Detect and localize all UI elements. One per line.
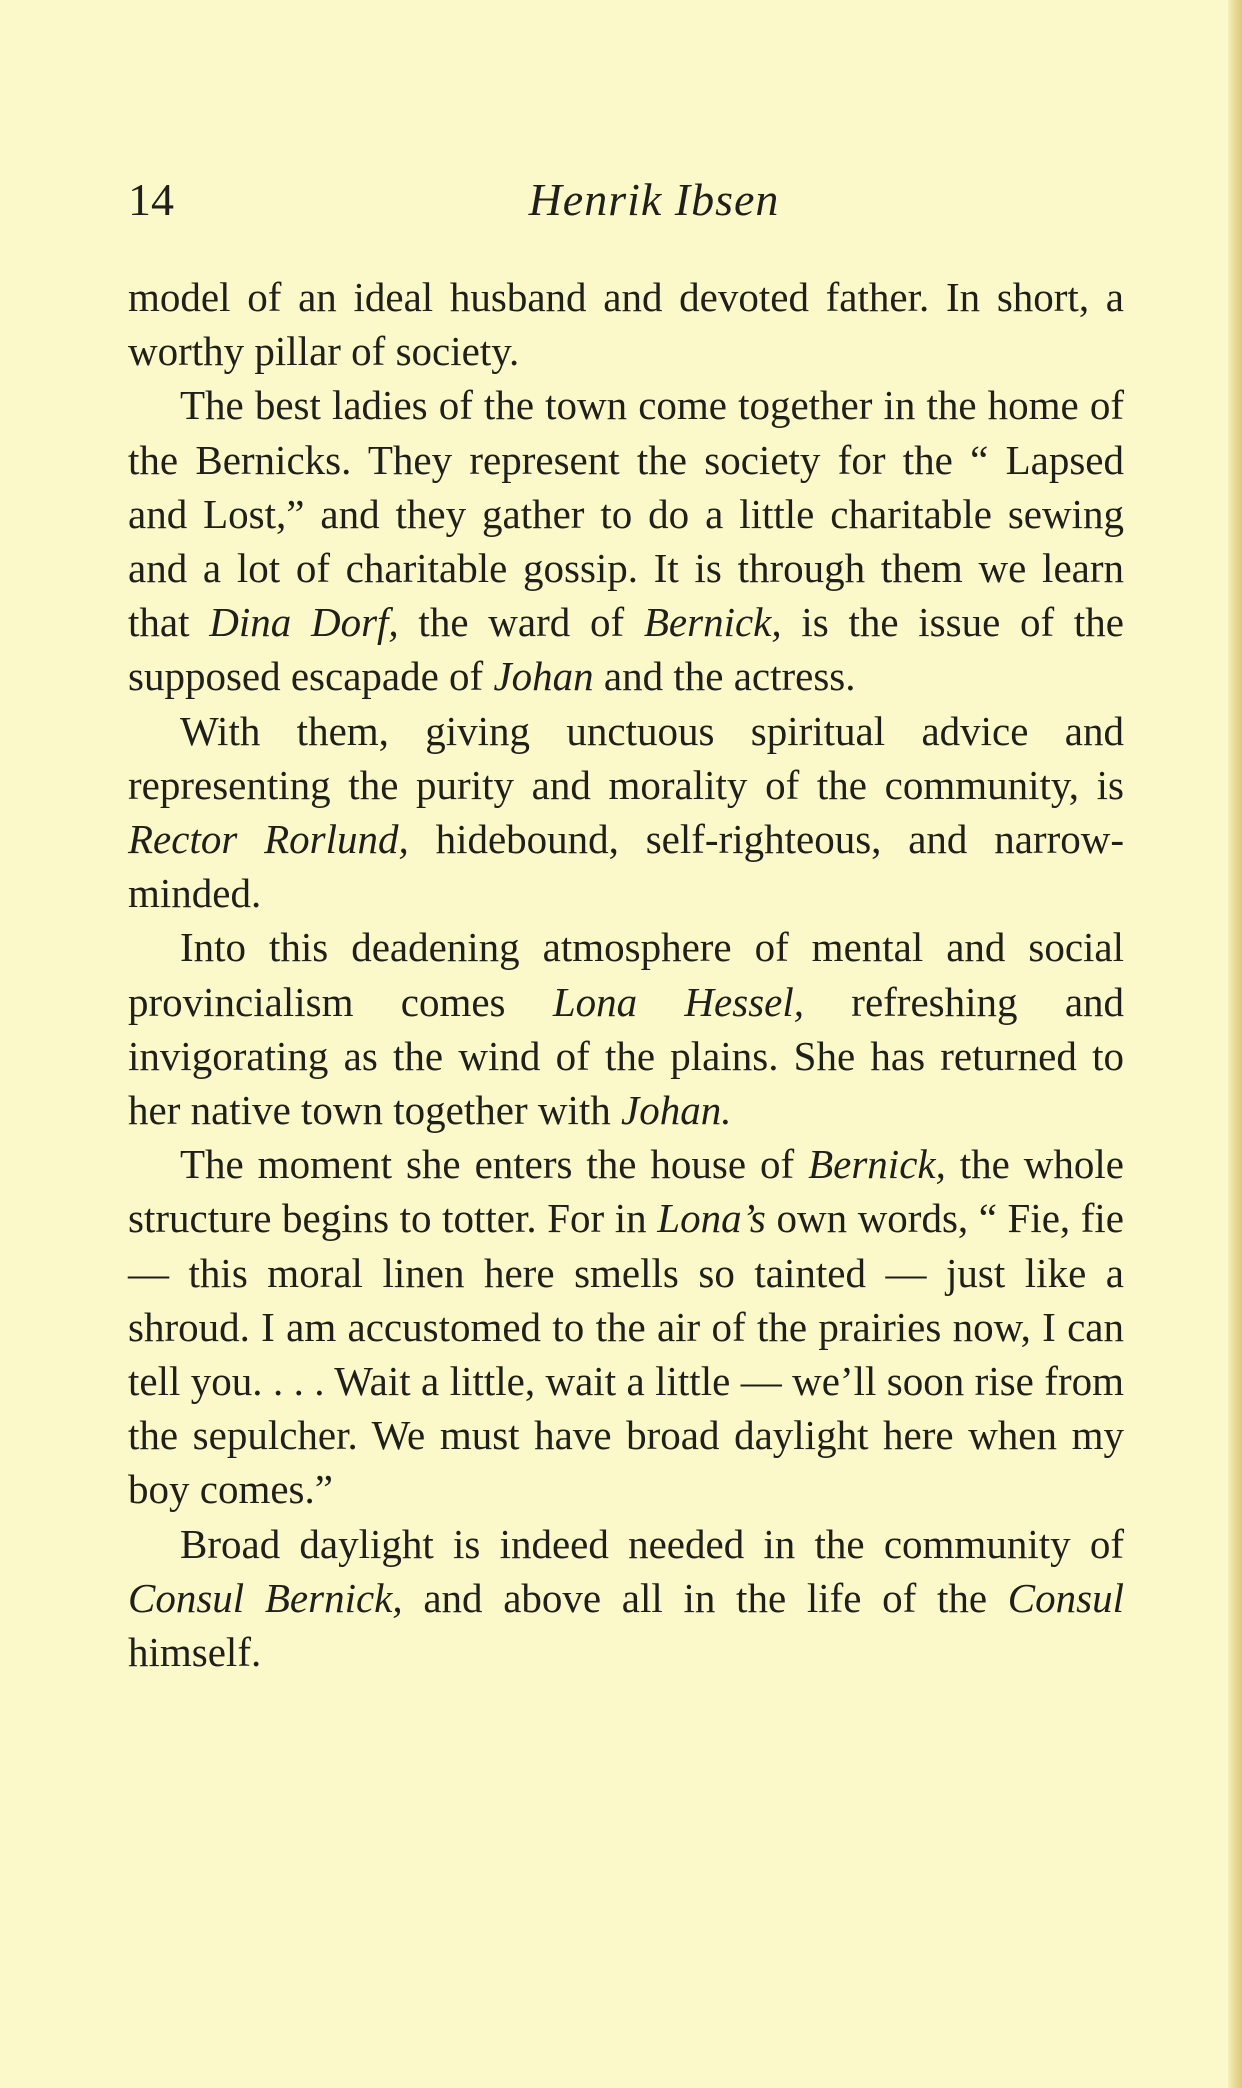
text-run: is the issue of the supposed escapade of [128,599,1125,700]
paragraph [128,378,1124,703]
text-run: the ward of [398,599,644,646]
text-run: refreshing and invigorating as the wind of the plains. She has returned to her native town together with [128,978,1125,1134]
italic-name: Bernick, [808,1141,946,1188]
paragraph [128,704,1124,921]
text-run: hidebound, self-righteous, and narrow-minded. [128,816,1124,917]
italic-name: Lona Hessel, [552,978,804,1025]
text-run: model of an ideal husband and devoted father. In short, a worthy pillar of society. [128,274,1124,375]
body-text [128,270,1124,1679]
text-run: himself. [128,1629,262,1676]
text-run: The moment she enters the house of [180,1141,809,1188]
text-run: Broad daylight is indeed needed in the community of [180,1520,1124,1567]
paragraph [128,270,1124,378]
text-run: The best ladies of the town come together in the home of the Bernicks. They represent the society for the “ Lapsed and Lost,” and they gather to do a little charitable sewing and a lot of charitable gossip. It is through them we learn that [128,382,1124,646]
italic-name: Johan. [621,1087,732,1134]
italic-name: Rector Rorlund, [128,816,409,863]
italic-name: Consul Bernick, [128,1574,403,1621]
paragraph [128,1517,1124,1680]
italic-name: Lona’s [657,1195,766,1242]
text-run: Into this deadening atmosphere of mental and social provincialism comes [128,924,1124,1025]
page-edge [1228,0,1242,2088]
text-run: With them, giving unctuous spiritual advice and representing the purity and morality of the community, is [128,707,1124,808]
text-run: and above all in the life of the [402,1574,1008,1621]
text-run: and the actress. [593,653,856,700]
paragraph [128,1137,1124,1516]
paragraph [128,920,1124,1137]
italic-name: Dina Dorf, [209,599,399,646]
italic-name: Johan [493,653,594,700]
text-run: own words, “ Fie, fie — this moral linen here smells so tainted — just like a shroud. I am accustomed to the air of the prairies now, I can tell you. . . . Wait a little, wait a little — we’ll soon rise from the sepulcher. We must have broad daylight here when my boy comes.” [128,1195,1124,1513]
page-header [128,170,1120,240]
text-run: the whole structure begins to totter. For in [128,1141,1124,1242]
running-title: Henrik Ibsen [528,174,780,225]
italic-name: Consul [1007,1574,1124,1621]
page-number: 14 [128,174,174,225]
italic-name: Bernick, [643,599,782,646]
